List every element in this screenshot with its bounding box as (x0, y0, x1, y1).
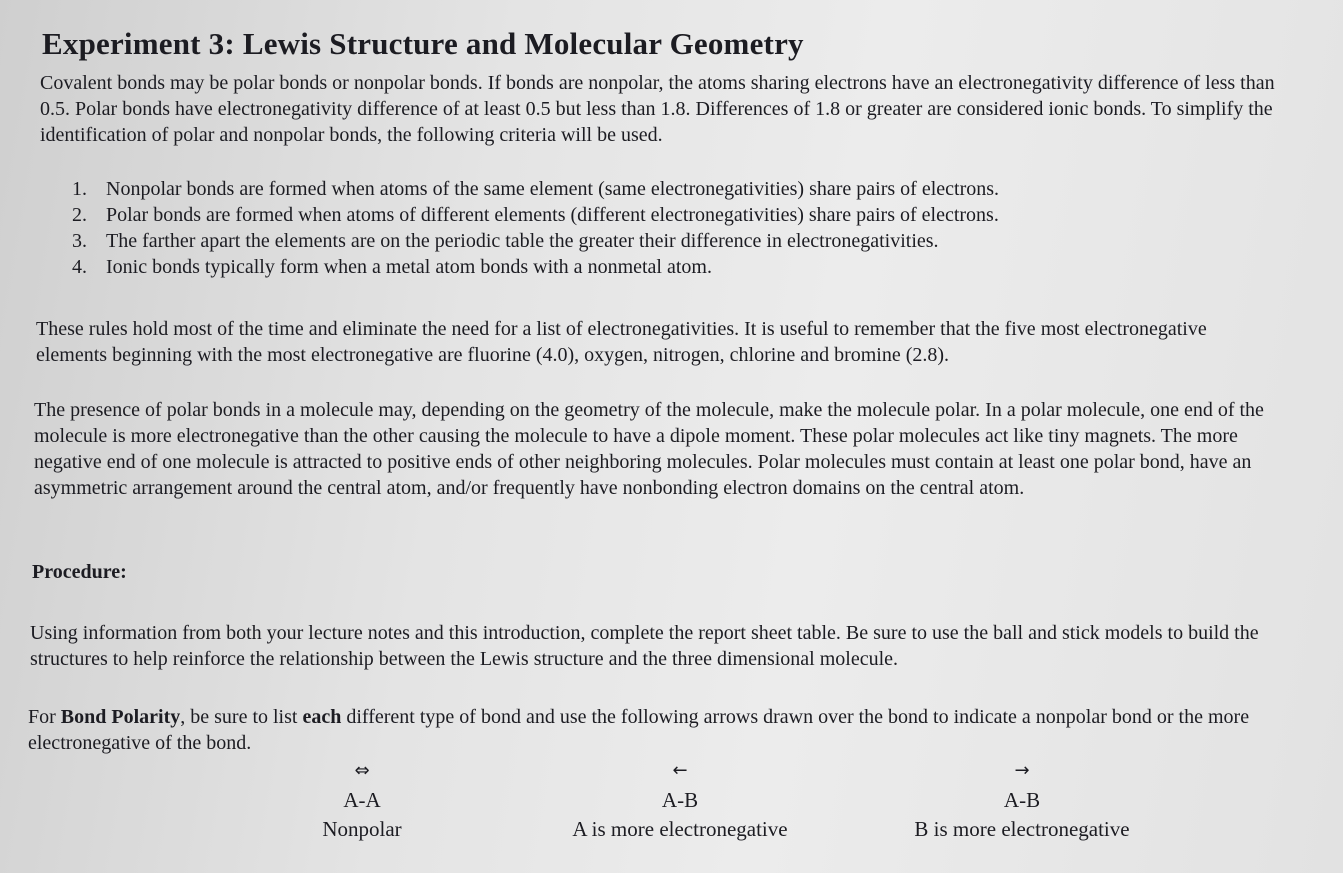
list-item-number: 1. (72, 178, 87, 200)
legend-caption: A is more electronegative (572, 817, 788, 841)
legend-bond-label: A-A (343, 788, 381, 812)
legend-nonpolar (212, 756, 512, 844)
legend-caption: Nonpolar (322, 817, 402, 841)
legend-bond-label: A-B (1003, 788, 1041, 812)
bond-polarity-term: Bond Polarity (60, 706, 181, 728)
legend-a-electronegative (530, 756, 830, 844)
list-item-number: 4. (72, 256, 87, 278)
double-arrow-icon: ⇔ (354, 760, 370, 781)
list-item (72, 202, 1172, 228)
intro-paragraph: Covalent bonds may be polar bonds or nonpolar bonds. If bonds are nonpolar, the atoms sharing electrons have an electronegativity difference of less than 0.5. Polar bonds have electronegativity difference of at least 0.5 but less than 1.8. Differences of 1.8 or greater are considered ionic bonds. To simplify the identification of polar and nonpolar bonds, the following criteria will be used. (40, 72, 1275, 146)
list-item-text: Nonpolar bonds are formed when atoms of the same element (same electronegativities) share pairs of electrons. (106, 178, 1000, 200)
bond-polarity-each: each (302, 706, 342, 728)
list-item-number: 2. (72, 204, 87, 226)
legend-bond-label: A-B (661, 788, 699, 812)
legend-b-electronegative (872, 756, 1172, 844)
procedure-paragraph: Using information from both your lecture notes and this introduction, complete the report sheet table. Be sure to use the ball and stick models to build the structures to help reinforce the relationship between the Lewis structure and the three dimensional molecule. (30, 622, 1259, 670)
criteria-list (72, 176, 1172, 280)
page-title: Experiment 3: Lewis Structure and Molecular Geometry (42, 26, 804, 61)
list-item (72, 176, 1172, 202)
rules-note-paragraph: These rules hold most of the time and eliminate the need for a list of electronegativities. It is useful to remember that the five most electronegative elements beginning with the most electronegative are fluorine (4.0), oxygen, nitrogen, chlorine and bromine (2.8). (36, 318, 1207, 366)
bond-polarity-paragraph (28, 704, 1288, 756)
list-item (72, 254, 1172, 280)
procedure-heading: Procedure: (32, 561, 127, 583)
left-arrow-icon: ← (672, 760, 688, 781)
bond-polarity-middle: , be sure to list (180, 706, 303, 728)
list-item-text: Ionic bonds typically form when a metal atom bonds with a nonmetal atom. (106, 256, 712, 278)
list-item-number: 3. (72, 230, 87, 252)
legend-caption: B is more electronegative (914, 817, 1130, 841)
list-item-text: The farther apart the elements are on the periodic table the greater their difference in electronegativities. (106, 230, 939, 252)
list-item-text: Polar bonds are formed when atoms of different elements (different electronegativities) share pairs of electrons. (106, 204, 999, 226)
bond-polarity-suffix: different type of bond and use the following arrows drawn over the bond to indicate a nonpolar bond or the more electronegative of the bond. (28, 706, 1250, 754)
right-arrow-icon: → (1014, 760, 1030, 781)
polar-molecules-paragraph: The presence of polar bonds in a molecule may, depending on the geometry of the molecule, make the molecule polar. In a polar molecule, one end of the molecule is more electronegative than the other causing the molecule to have a dipole moment. These polar molecules act like tiny magnets. The more negative end of one molecule is attracted to positive ends of other neighboring molecules. Polar molecules must contain at least one polar bond, have an asymmetric arrangement around the central atom, and/or frequently have nonbonding electron domains on the central atom. (34, 399, 1264, 499)
list-item (72, 228, 1172, 254)
bond-polarity-prefix: For (28, 706, 61, 728)
